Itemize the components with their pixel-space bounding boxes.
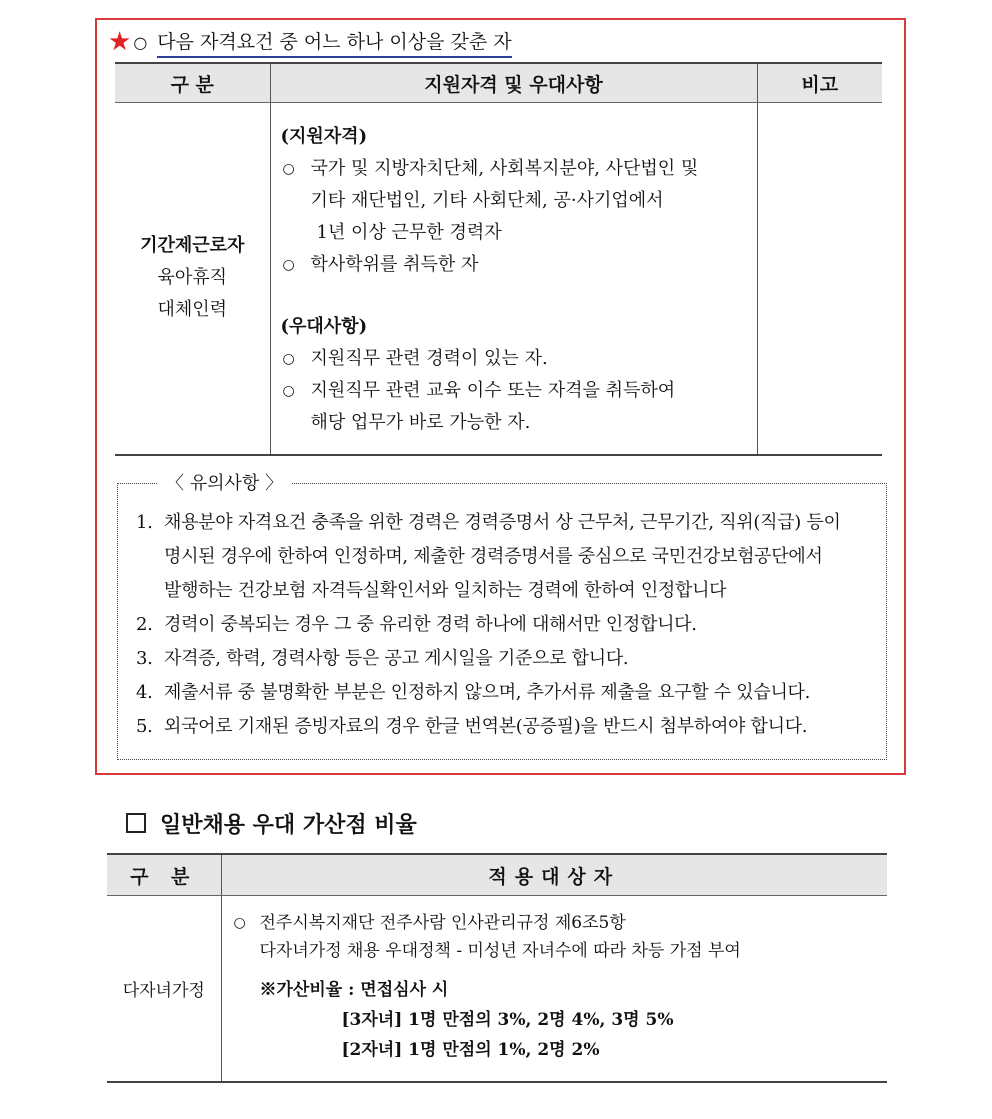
qualification-title: (지원자격) [280,126,368,148]
list-item [232,909,878,937]
ring-bullet-icon: ○ [133,32,148,52]
qualification-cell [270,103,757,455]
list-line: 1년 이상 근무한 경력자 [316,222,502,244]
note-item [136,676,874,710]
table-row [107,896,887,1082]
list-item [281,249,747,281]
header-qualification: 지원자격 및 우대사항 [270,63,757,103]
note-item [136,608,874,642]
list-line: 다자녀가정 채용 우대정책 - 미성년 자녀수에 따라 차등 가점 부여 [259,941,741,962]
note-number: 2. [136,614,153,635]
note-line: 제출서류 중 불명확한 부분은 인정하지 않으며, 추가서류 제출을 요구할 수 있습니다. [164,682,811,703]
list-item [281,153,747,249]
table-row [115,103,882,455]
section2-heading-text: 일반채용 우대 가산점 비율 [160,811,417,838]
ring-bullet-icon: ○ [282,257,295,274]
note-item [136,506,874,608]
ring-bullet-icon: ○ [282,161,295,178]
star-icon: ★ [108,27,132,57]
note-number: 3. [136,648,153,669]
list-line: 전주시복지재단 전주사람 인사관리규정 제6조5항 [259,913,626,934]
preference-title: (우대사항) [280,316,368,338]
list-line: 지원직무 관련 경력이 있는 자. [310,348,548,370]
header-category: 구 분 [115,63,270,103]
checkbox-square-icon [126,813,146,833]
note-item [136,642,874,676]
category-sub-2: 대체인력 [157,299,228,321]
bonus-table [107,853,887,1083]
note-number: 4. [136,682,153,703]
ring-bullet-icon: ○ [233,915,246,932]
list-line: 지원직무 관련 교육 이수 또는 자격을 취득하여 [310,380,676,402]
section1-heading [108,24,512,60]
note-number: 5. [136,716,153,737]
bonus-rate-row: [2자녀] 1명 만점의 1%, 2명 2% [341,1040,600,1061]
section2-heading [126,803,417,843]
bonus-rate-title: ※가산비율 : 면접심사 시 [259,980,449,1001]
note-line: 명시된 경우에 한하여 인정하며, 제출한 경력증명서를 중심으로 국민건강보험공단에서 [164,546,823,567]
category-cell: 다자녀가정 [107,896,221,1082]
table-header-row [107,854,887,896]
notes-box [117,483,887,760]
header-note: 비고 [757,63,882,103]
note-cell [757,103,882,455]
qualification-table [115,62,882,456]
table-header-row [115,63,882,103]
list-line: 학사학위를 취득한 자 [310,254,479,276]
section1-heading-text: 다음 자격요건 중 어느 하나 이상을 갖춘 자 [157,27,511,58]
note-item [136,710,874,744]
category-sub-1: 육아휴직 [157,267,228,289]
note-number: 1. [136,512,153,533]
category-cell [115,103,270,455]
list-line: 해당 업무가 바로 가능한 자. [310,412,531,434]
header-category: 구 분 [107,854,221,896]
ring-bullet-icon: ○ [282,383,295,400]
target-cell [221,896,887,1082]
list-line: 기타 재단법인, 기타 사회단체, 공·사기업에서 [310,190,664,212]
note-line: 외국어로 기재된 증빙자료의 경우 한글 번역본(공증필)을 반드시 첨부하여야 합니다. [164,716,808,737]
note-line: 발행하는 건강보험 자격득실확인서와 일치하는 경력에 한하여 인정합니다 [164,580,727,601]
spacer [281,281,747,311]
note-line: 경력이 중복되는 경우 그 중 유리한 경력 하나에 대해서만 인정합니다. [164,614,697,635]
notes-title: 〈 유의사항 〉 [158,470,291,498]
list-item [281,375,747,439]
list-line: 국가 및 지방자치단체, 사회복지분야, 사단법인 및 [310,158,699,180]
category-main: 기간제근로자 [140,235,245,257]
note-line: 자격증, 학력, 경력사항 등은 공고 게시일을 기준으로 합니다. [164,648,629,669]
ring-bullet-icon: ○ [282,351,295,368]
header-target: 적용대상자 [221,854,887,896]
bonus-rate-row: [3자녀] 1명 만점의 3%, 2명 4%, 3명 5% [341,1010,674,1031]
list-item [281,343,747,375]
note-line: 채용분야 자격요건 충족을 위한 경력은 경력증명서 상 근무처, 근무기간, 직위(직급) 등이 [164,512,841,533]
